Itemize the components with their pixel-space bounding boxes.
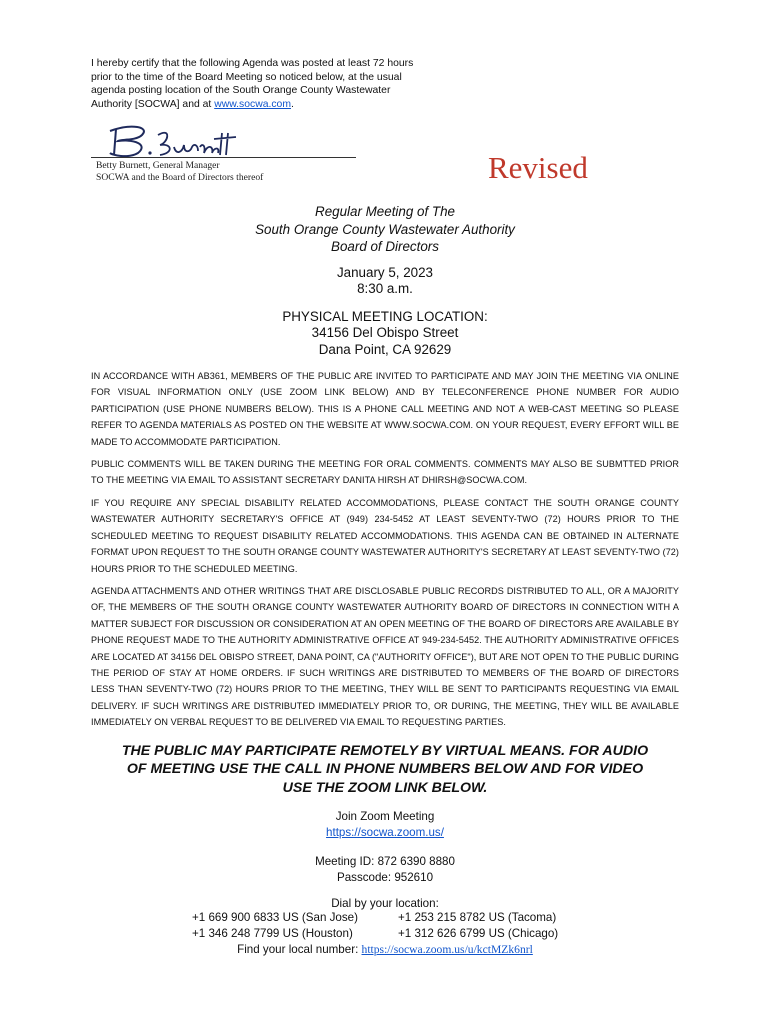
phone-number: +1 669 900 6833 US (San Jose) (192, 911, 358, 924)
phone-number: +1 253 215 8782 US (Tacoma) (398, 911, 557, 924)
title-line-1: Regular Meeting of The (315, 204, 455, 219)
title-line-2: South Orange County Wastewater Authority (255, 221, 515, 237)
signatory-org: SOCWA and the Board of Directors thereof (96, 172, 264, 184)
meeting-datetime (0, 265, 770, 298)
passcode: Passcode: 952610 (336, 870, 434, 884)
meeting-time: 8:30 a.m. (357, 281, 413, 297)
certification-end: . (291, 98, 294, 110)
meeting-location (0, 309, 770, 358)
phone-number: +1 312 626 6799 US (Chicago) (398, 926, 559, 940)
phone-number: +1 346 248 7799 US (Houston) (192, 926, 353, 940)
address-line-2: Dana Point, CA 92629 (318, 341, 452, 357)
location-heading: PHYSICAL MEETING LOCATION: (282, 309, 488, 324)
zoom-join-link[interactable]: https://socwa.zoom.us/ (326, 825, 444, 839)
phone-row (192, 926, 558, 942)
signature-image (102, 117, 242, 161)
title-line-3: Board of Directors (331, 239, 439, 255)
socwa-website-link[interactable]: www.socwa.com (214, 98, 291, 110)
meeting-date: January 5, 2023 (336, 265, 434, 280)
signature-line (91, 157, 356, 158)
remote-participation-notice: THE PUBLIC MAY PARTICIPATE REMOTELY BY VIRTUAL MEANS. FOR AUDIO OF MEETING USE THE CALL IN PHONE NUMBERS BELOW AND FOR VIDEO USE THE ZOOM LINK BELOW. (121, 743, 649, 796)
dial-label: Dial by your location: (331, 897, 439, 910)
local-number-label: Find your local number: (237, 943, 362, 956)
zoom-join-label: Join Zoom Meeting (335, 810, 435, 823)
signature-block (96, 160, 263, 185)
meeting-title (0, 203, 770, 256)
ab361-paragraph: IN ACCORDANCE WITH AB361, MEMBERS OF THE PUBLIC ARE INVITED TO PARTICIPATE AND MAY JOIN THE MEETING VIA ONLINE FOR VISUAL INFORMATION ONLY (USE ZOOM LINK BELOW) AND BY TELECONFERENCE PHONE NUMBER FOR AUDIO PARTICIPATION (USE PHONE NUMBERS BELOW). THIS IS A PHONE CALL MEETING AND NOT A WEB-CAST MEETING SO PLEASE REFER TO AGENDA MATERIALS AS POSTED ON THE WEBSITE AT WWW.SOCWA.COM. ON YOUR REQUEST, EVERY EFFORT WILL BE MADE TO ACCOMMODATE PARTICIPATION. (91, 371, 679, 447)
phone-numbers (192, 910, 558, 941)
local-number-link[interactable]: https://socwa.zoom.us/u/kctMZk6nrl (361, 943, 533, 956)
address-line-1: 34156 Del Obispo Street (311, 325, 459, 341)
certification-statement (91, 57, 421, 111)
phone-row (192, 910, 558, 926)
public-comments-paragraph: PUBLIC COMMENTS WILL BE TAKEN DURING THE MEETING FOR ORAL COMMENTS. COMMENTS MAY ALSO BE SUBMTTED PRIOR TO THE MEETING VIA EMAIL TO ASSISTANT SECRETARY DANITA HIRSH AT DHIRSH@SOCWA.COM. (91, 459, 679, 486)
certification-text: I hereby certify that the following Agenda was posted at least 72 hours prior to the time of the Board Meeting so noticed below, at the usual agenda posting location of the South Orange County Wastewater Authority [SOCWA] and at (91, 58, 414, 110)
zoom-credentials (0, 854, 770, 885)
local-number (0, 942, 770, 958)
signatory-name: Betty Burnett, General Manager (96, 160, 220, 171)
meeting-id: Meeting ID: 872 6390 8880 (315, 855, 455, 868)
revised-stamp: Revised (488, 150, 588, 185)
disability-accommodations-paragraph: IF YOU REQUIRE ANY SPECIAL DISABILITY RELATED ACCOMMODATIONS, PLEASE CONTACT THE SOUTH ORANGE COUNTY WASTEWATER AUTHORITY SECRETARY'S OFFICE AT (949) 234-5452 AT LEAST SEVENTY-TWO (72) HOURS PRIOR TO THE SCHEDULED MEETING TO REQUEST DISABILITY RELATED ACCOMMODATIONS. THIS AGENDA CAN BE OBTAINED IN ALTERNATE FORMAT UPON REQUEST TO THE SOUTH ORANGE COUNTY WASTEWATER AUTHORITY'S SECRETARY AT LEAST SEVENTY-TWO (72) HOURS PRIOR TO THE SCHEDULED MEETING. (91, 498, 679, 574)
zoom-join (0, 809, 770, 840)
agenda-attachments-paragraph: AGENDA ATTACHMENTS AND OTHER WRITINGS THAT ARE DISCLOSABLE PUBLIC RECORDS DISTRIBUTED TO ALL, OR A MAJORITY OF, THE MEMBERS OF THE SOUTH ORANGE COUNTY WASTEWATER AUTHORITY BOARD OF DIRECTORS IN CONNECTION WITH A MATTER SUBJECT FOR DISCUSSION OR CONSIDERATION AT AN OPEN MEETING OF THE BOARD OF DIRECTORS ARE AVAILABLE BY PHONE REQUEST MADE TO THE AUTHORITY ADMINISTRATIVE OFFICE AT 949-234-5452. THE AUTHORITY ADMINISTRATIVE OFFICES ARE LOCATED AT 34156 DEL OBISPO STREET, DANA POINT, CA ("AUTHORITY OFFICE"), BUT ARE NOT OPEN TO THE PUBLIC DURING THE PERIOD OF STAY AT HOME ORDERS. IF SUCH WRITINGS ARE DISTRIBUTED TO MEMBERS OF THE BOARD OF DIRECTORS LESS THAN SEVENTY-TWO (72) HOURS PRIOR TO THE MEETING, THEY WILL BE SENT TO PARTICIPANTS REQUESTING VIA EMAIL DELIVERY. IF SUCH WRITINGS ARE DISTRIBUTED IMMEDIATELY PRIOR TO, OR DURING, THE MEETING, THEY WILL BE AVAILABLE IMMEDIATELY ON VERBAL REQUEST TO BE DELIVERED VIA EMAIL TO REQUESTING PARTIES. (91, 586, 679, 728)
